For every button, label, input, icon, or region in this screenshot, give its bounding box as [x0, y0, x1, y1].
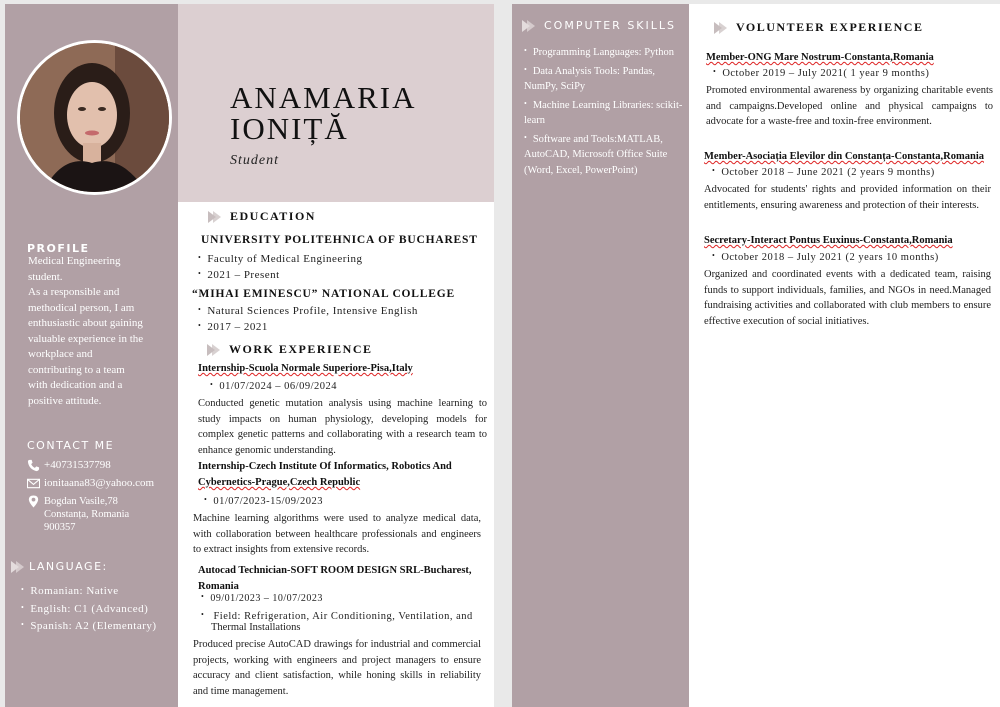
profile-line: Medical Engineering	[28, 255, 121, 267]
double-chevron-icon	[208, 211, 222, 223]
job-1-title-text: Internship-Scuola Normale Superiore-Pisa,Italy	[198, 363, 413, 374]
name-first: ANAMARIA	[230, 80, 417, 115]
volunteer-1-description: Promoted environmental awareness by organizing charitable events and campaigns.Developed online and physical campaigns to advocate for a waste-free and toxin-free environment.	[706, 85, 993, 127]
work-heading-row	[207, 342, 373, 357]
email-text: ionitaana83@yahoo.com	[44, 477, 155, 489]
job-3-title-line: Romania	[198, 581, 239, 592]
skill-item: • Programming Languages: Python	[524, 43, 689, 61]
education-heading-row	[208, 209, 316, 224]
job-1-date: • 01/07/2024 – 06/09/2024	[210, 380, 337, 392]
job-2-description: Machine learning algorithms were used to analyze medical data, with collaboration between healthcare professionals and engineers to extract insights from extensive records.	[193, 513, 481, 555]
volunteer-2-title	[704, 149, 984, 165]
language-list	[21, 582, 157, 635]
resume-page-2	[512, 4, 1000, 707]
name-last: IONIȚĂ	[230, 111, 349, 146]
volunteer-1-title-text: Member-ONG Mare Nostrum-Constanta,Romania	[706, 52, 934, 63]
volunteer-2-date: • October 2018 – June 2021 (2 years 9 months)	[712, 166, 935, 178]
work-heading: WORK EXPERIENCE	[229, 342, 373, 356]
location-pin-icon	[27, 495, 40, 508]
job-2-title-line: Cybernetics-Prague,Czech Republic	[198, 477, 361, 488]
language-heading-row	[11, 560, 108, 573]
volunteer-3-title	[704, 233, 953, 249]
job-1-description: Conducted genetic mutation analysis using machine learning to study impacts on human physiology, developing models for complex genetic patterns and collaborating with a research team to enhance genomic understanding.	[198, 398, 487, 456]
language-item: • Romanian: Native	[21, 582, 157, 600]
profile-line: methodical person, I am	[28, 301, 135, 314]
school-2: “MIHAI EMINESCU” NATIONAL COLLEGE	[192, 288, 455, 300]
double-chevron-icon	[522, 20, 536, 32]
profile-line: contributing to a team	[28, 363, 125, 376]
school-1-bullet: • 2021 – Present	[198, 269, 280, 281]
phone-icon	[27, 459, 40, 472]
contact-address	[27, 495, 129, 534]
job-3-field-cont: Thermal Installations	[211, 622, 301, 633]
job-2-title	[198, 459, 488, 491]
skill-item: • Data Analysis Tools: Pandas, NumPy, SciPy	[524, 62, 689, 95]
candidate-role: Student	[230, 153, 279, 168]
volunteer-1-title	[706, 50, 934, 66]
profile-line: As a responsible and	[28, 286, 120, 298]
skills-list	[524, 43, 689, 179]
volunteer-2-description: Advocated for students' rights and provided information on their entitlements, ensuring awareness and protection of their interests.	[704, 184, 991, 211]
candidate-name	[230, 82, 417, 144]
portrait-image	[20, 43, 172, 195]
school-1-bullet: • Faculty of Medical Engineering	[198, 253, 363, 265]
language-item: • English: C1 (Advanced)	[21, 600, 157, 618]
education-heading: EDUCATION	[230, 209, 316, 223]
profile-line: workplace and	[28, 348, 93, 360]
profile-photo	[17, 40, 172, 195]
double-chevron-icon	[11, 561, 25, 573]
job-2-date: • 01/07/2023-15/09/2023	[204, 495, 323, 507]
address-text	[44, 495, 129, 534]
skills-heading-row	[522, 19, 676, 32]
envelope-icon	[27, 477, 40, 490]
volunteer-3-date: • October 2018 – July 2021 (2 years 10 months)	[712, 251, 939, 263]
left-sidebar	[512, 4, 689, 707]
language-heading: LANGUAGE:	[29, 560, 108, 573]
double-chevron-icon	[207, 344, 221, 356]
skill-item: • Machine Learning Libraries: scikit-learn	[524, 96, 689, 129]
job-2-title-line: Internship-Czech Institute Of Informatics, Robotics And	[198, 461, 452, 472]
address-line: Bogdan Vasile,78	[44, 496, 118, 507]
job-3-title	[198, 563, 488, 595]
profile-text	[28, 254, 178, 409]
job-3-title-line: Autocad Technician-SOFT ROOM DESIGN SRL-Bucharest,	[198, 565, 472, 576]
job-1-title	[198, 361, 413, 377]
job-3-date: • 09/01/2023 – 10/07/2023	[201, 592, 323, 604]
profile-line: student.	[28, 270, 63, 283]
school-2-bullet: • Natural Sciences Profile, Intensive English	[198, 305, 418, 317]
volunteer-heading-row	[714, 20, 923, 35]
contact-email	[27, 477, 154, 490]
volunteer-heading: VOLUNTEER EXPERIENCE	[736, 20, 924, 34]
contact-phone	[27, 459, 111, 472]
job-3-description: Produced precise AutoCAD drawings for industrial and commercial projects, working with engineers and project managers to ensure accuracy and client satisfaction, while honing skills in reliability and time management.	[193, 639, 481, 697]
profile-line: positive attitude.	[28, 394, 102, 407]
school-2-bullet: • 2017 – 2021	[198, 321, 268, 333]
resume-page-1	[5, 4, 494, 707]
language-item: • Spanish: A2 (Elementary)	[21, 617, 157, 635]
volunteer-3-title-text: Secretary-Interact Pontus Euxinus-Constanta,Romania	[704, 235, 953, 246]
volunteer-2-title-text: Member-Asociația Elevilor din Constanța-Constanta,Romania	[704, 151, 984, 162]
double-chevron-icon	[714, 22, 728, 34]
profile-line: with dedication and a	[28, 379, 123, 391]
contact-heading: CONTACT ME	[27, 439, 115, 452]
phone-text: +40731537798	[44, 459, 111, 471]
address-line: Constanța, Romania	[44, 509, 130, 520]
profile-line: enthusiastic about gaining	[28, 317, 143, 329]
skill-item: • Software and Tools:MATLAB, AutoCAD, Microsoft Office Suite (Word, Excel, PowerPoint)	[524, 130, 689, 179]
volunteer-3-description: Organized and coordinated events with a dedicated team, raising funds to support individuals, families, and NGOs in need.Managed fundraising activities and collaborated with club members to ensure effective execution of social initiatives.	[704, 269, 991, 327]
left-sidebar	[5, 4, 178, 707]
profile-heading: PROFILE	[27, 242, 90, 255]
volunteer-1-date: • October 2019 – July 2021( 1 year 9 months)	[713, 67, 929, 79]
profile-line: valuable experience in the	[28, 332, 144, 345]
job-3-field-line: Field: Refrigeration, Air Conditioning, Ventilation, and	[213, 611, 473, 622]
address-line: 900357	[44, 522, 76, 533]
skills-heading: COMPUTER SKILLS	[544, 19, 677, 32]
school-1: UNIVERSITY POLITEHNICA OF BUCHAREST	[201, 234, 478, 246]
